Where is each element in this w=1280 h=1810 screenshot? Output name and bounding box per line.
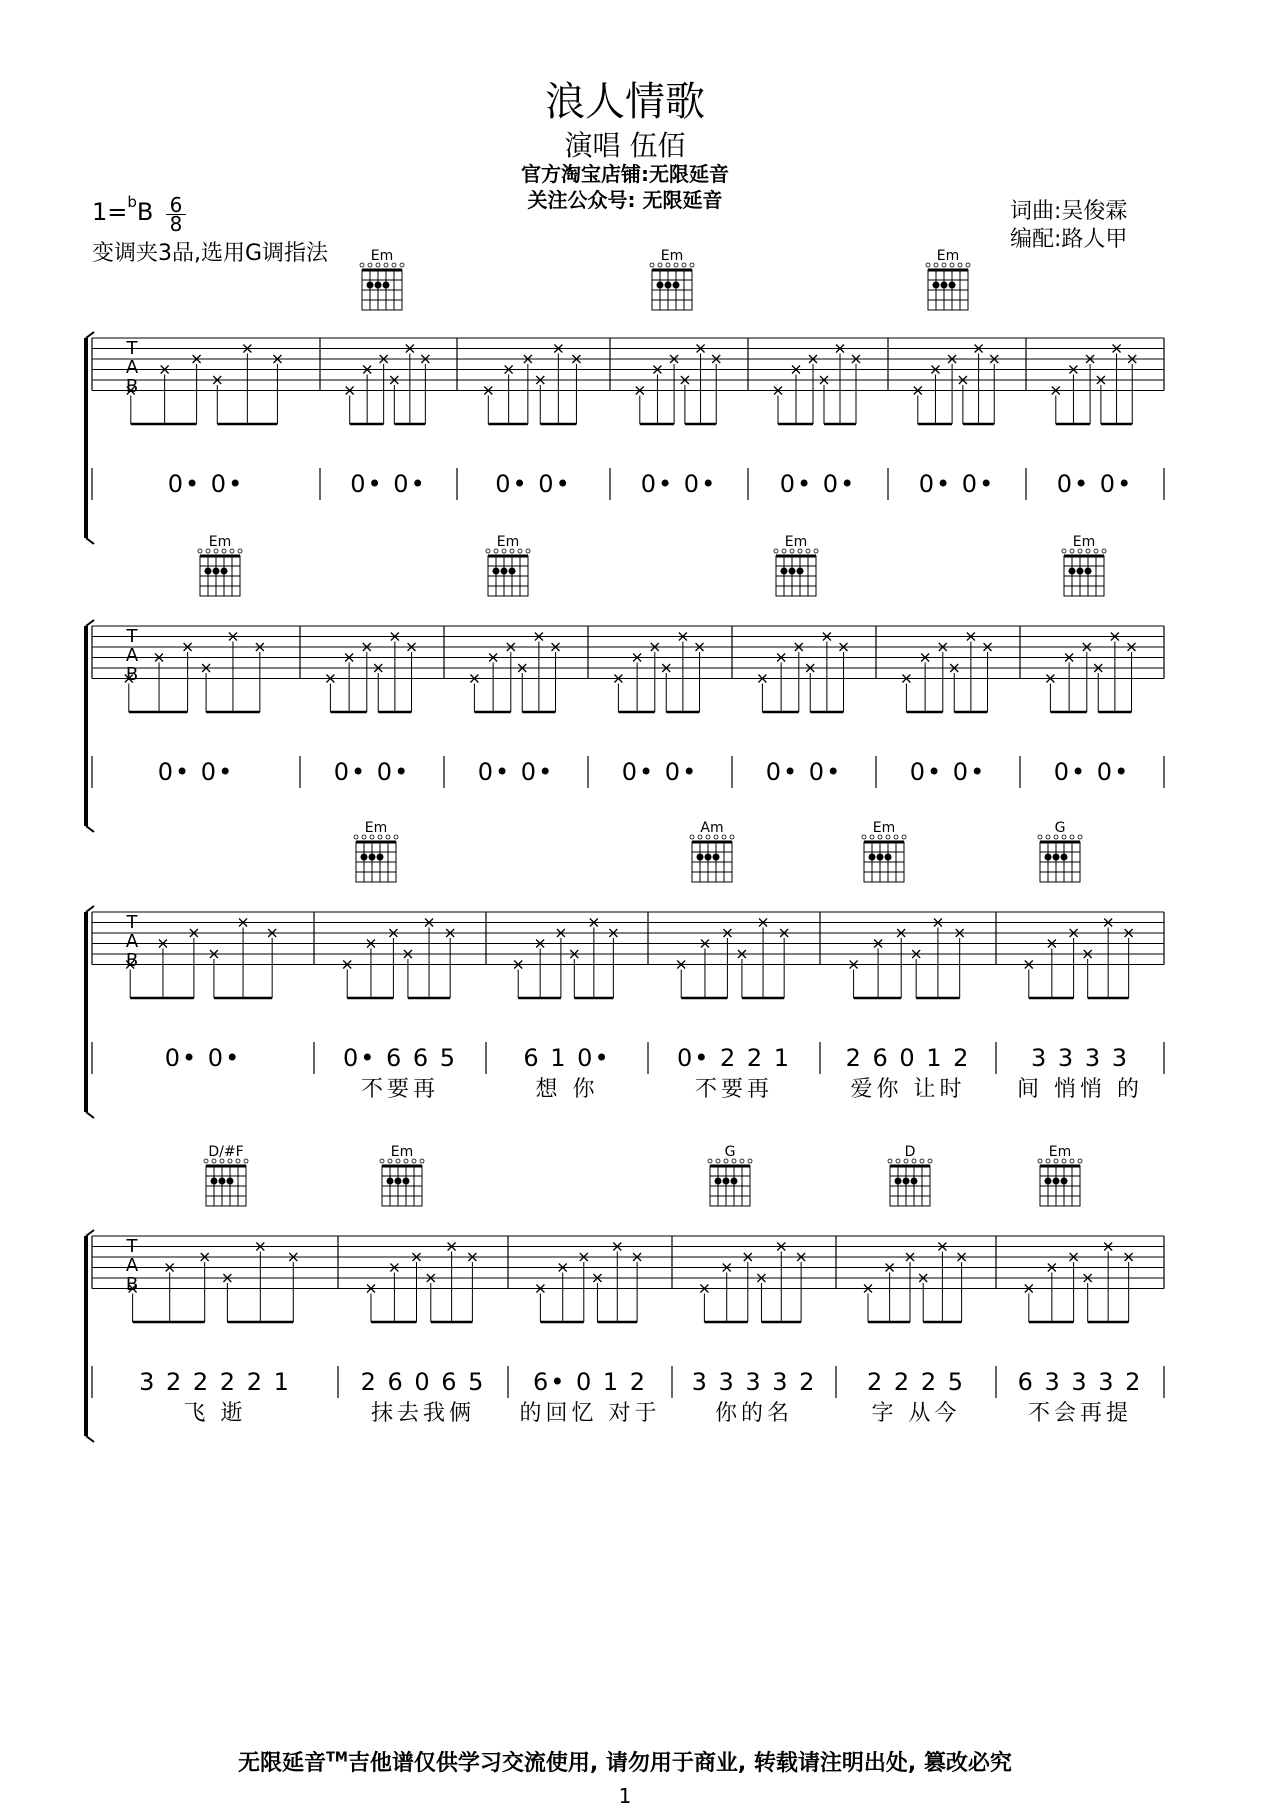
- open-string-mark: [920, 1159, 924, 1163]
- chord-dot: [395, 1178, 402, 1185]
- open-string-mark: [1070, 1159, 1074, 1163]
- tab-letter: A: [125, 1255, 139, 1276]
- open-string-mark: [486, 549, 490, 553]
- tab-system: [86, 248, 1164, 544]
- bracket-top-hook: [86, 620, 94, 626]
- measure: [514, 919, 617, 1103]
- chord-dot: [885, 854, 892, 861]
- bracket-top-hook: [86, 332, 94, 338]
- jianpu-notes: 0• 0•: [495, 470, 572, 498]
- chord-dot: [219, 1178, 226, 1185]
- open-string-mark: [244, 1159, 248, 1163]
- chord-dot: [1061, 1178, 1068, 1185]
- chord-diagram: [360, 248, 404, 310]
- chord-dot: [361, 854, 368, 861]
- open-string-mark: [1038, 835, 1042, 839]
- chord-dot: [781, 568, 788, 575]
- chord-dot: [949, 282, 956, 289]
- systems-layer: [86, 248, 1164, 1442]
- lyric: 你的名: [714, 1401, 794, 1426]
- chord-diagram: [204, 1144, 248, 1206]
- open-string-mark: [354, 835, 358, 839]
- measure: [677, 919, 791, 1103]
- chord-dot: [665, 282, 672, 289]
- chord-name: G: [724, 1144, 736, 1160]
- chord-dot: [797, 568, 804, 575]
- tab-system: [86, 534, 1164, 832]
- shop-line: 官方淘宝店铺:无限延音: [521, 162, 729, 186]
- measure: [346, 345, 430, 499]
- footer-brand: 无限延音: [238, 1751, 327, 1776]
- measure: [864, 1243, 966, 1427]
- measure: [343, 919, 457, 1103]
- measure: [614, 633, 703, 787]
- bracket-bottom-hook: [86, 1436, 94, 1442]
- meter-numerator: 6: [166, 196, 186, 215]
- chord-dot: [941, 282, 948, 289]
- bracket-bottom-hook: [86, 826, 94, 832]
- open-string-mark: [1078, 835, 1082, 839]
- lyric: 想 你: [535, 1077, 599, 1102]
- open-string-mark: [198, 549, 202, 553]
- chord-name: Em: [496, 534, 520, 550]
- chord-dot: [877, 854, 884, 861]
- measure: [1018, 1243, 1143, 1427]
- open-string-mark: [894, 835, 898, 839]
- open-string-mark: [1078, 1159, 1082, 1163]
- chord-name: Em: [660, 248, 684, 264]
- open-string-mark: [1046, 835, 1050, 839]
- lyric: 不要再: [694, 1077, 774, 1102]
- chord-dot: [383, 282, 390, 289]
- chord-diagram: [354, 820, 398, 882]
- chord-dot: [1061, 854, 1068, 861]
- measure: [774, 345, 860, 499]
- tab-letter: A: [125, 645, 139, 666]
- tab-letter: T: [126, 912, 138, 933]
- measure: [326, 633, 415, 787]
- open-string-mark: [926, 263, 930, 267]
- jianpu-notes: 0• 0•: [1056, 470, 1134, 498]
- chord-diagram: [1038, 1144, 1082, 1206]
- wechat-line: 关注公众号: 无限延音: [527, 188, 723, 212]
- chord-dot: [715, 1178, 722, 1185]
- key-prefix: 1=: [92, 198, 128, 226]
- chord-name: D/#F: [208, 1144, 244, 1160]
- open-string-mark: [730, 835, 734, 839]
- chord-dot: [705, 854, 712, 861]
- tab-letter: T: [126, 338, 138, 359]
- bracket-bottom-hook: [86, 538, 94, 544]
- jianpu-notes: 0• 0•: [765, 758, 843, 786]
- measure: [125, 633, 264, 787]
- chord-dot: [789, 568, 796, 575]
- measure: [846, 919, 971, 1103]
- open-string-mark: [204, 1159, 208, 1163]
- measure: [758, 633, 847, 787]
- chord-name: Em: [1072, 534, 1096, 550]
- chord-name: Am: [700, 820, 724, 836]
- footer-notice: 吉他谱仅供学习交流使用, 请勿用于商业, 转载请注明出处, 篡改必究: [347, 1751, 1012, 1776]
- chord-dot: [493, 568, 500, 575]
- measure: [361, 1243, 486, 1427]
- chord-dot: [869, 854, 876, 861]
- measure: [520, 1243, 661, 1427]
- lyric: 不会再提: [1027, 1401, 1133, 1426]
- lyric: 字 从今: [871, 1401, 961, 1426]
- lyric: 爱你 让时: [850, 1077, 966, 1102]
- open-string-mark: [740, 1159, 744, 1163]
- measure: [1017, 919, 1143, 1103]
- tab-system: [86, 820, 1164, 1118]
- jianpu-notes: 0• 2 2 1: [676, 1044, 792, 1072]
- jianpu-notes: 2 2 2 5: [867, 1368, 965, 1396]
- copyright-footer: [0, 1746, 1250, 1777]
- jianpu-notes: 0• 6 6 5: [342, 1044, 458, 1072]
- chord-name: Em: [784, 534, 808, 550]
- tab-letter: T: [126, 1236, 138, 1257]
- chord-name: Em: [936, 248, 960, 264]
- jianpu-notes: 3 3 3 3 2: [691, 1368, 817, 1396]
- chord-dot: [387, 1178, 394, 1185]
- measure: [129, 1243, 298, 1427]
- open-string-mark: [400, 263, 404, 267]
- bracket-top-hook: [86, 1230, 94, 1236]
- open-string-mark: [966, 263, 970, 267]
- chord-diagram: [198, 534, 242, 596]
- chord-name: G: [1054, 820, 1066, 836]
- open-string-mark: [1102, 549, 1106, 553]
- open-string-mark: [412, 1159, 416, 1163]
- lyric: 飞 逝: [183, 1401, 247, 1426]
- open-string-mark: [238, 549, 242, 553]
- flat-sign: b: [127, 193, 137, 211]
- chord-dot: [369, 854, 376, 861]
- chord-dot: [211, 1178, 218, 1185]
- open-string-mark: [958, 263, 962, 267]
- measure: [914, 345, 998, 499]
- open-string-mark: [806, 549, 810, 553]
- chord-dot: [377, 854, 384, 861]
- capo-instruction: 变调夹3品,选用G调指法: [92, 241, 329, 266]
- chord-dot: [1053, 1178, 1060, 1185]
- open-string-mark: [1094, 549, 1098, 553]
- chord-name: D: [904, 1144, 916, 1160]
- open-string-mark: [386, 835, 390, 839]
- open-string-mark: [888, 1159, 892, 1163]
- lyric: 的回忆 对于: [519, 1401, 661, 1426]
- chord-dot: [1045, 854, 1052, 861]
- chord-dot: [723, 1178, 730, 1185]
- open-string-mark: [392, 263, 396, 267]
- open-string-mark: [748, 1159, 752, 1163]
- jianpu-notes: 0• 0•: [477, 758, 555, 786]
- chord-dot: [213, 568, 220, 575]
- jianpu-notes: 2 6 0 1 2: [845, 1044, 971, 1072]
- open-string-mark: [526, 549, 530, 553]
- open-string-mark: [1070, 835, 1074, 839]
- chord-dot: [501, 568, 508, 575]
- jianpu-notes: 0• 0•: [350, 470, 427, 498]
- chord-diagram: [690, 820, 734, 882]
- measure: [1052, 345, 1136, 499]
- jianpu-notes: 0• 0•: [918, 470, 996, 498]
- chord-diagram: [774, 534, 818, 596]
- jianpu-notes: 0• 0•: [779, 470, 857, 498]
- chord-name: Em: [872, 820, 896, 836]
- lyric: 抹去我俩: [370, 1401, 476, 1426]
- open-string-mark: [360, 263, 364, 267]
- lyric: 间 悄悄 的: [1017, 1077, 1143, 1102]
- chord-dot: [509, 568, 516, 575]
- chord-diagram: [380, 1144, 424, 1206]
- chord-dot: [1085, 568, 1092, 575]
- open-string-mark: [716, 1159, 720, 1163]
- chord-name: Em: [1048, 1144, 1072, 1160]
- jianpu-notes: 0• 0•: [164, 1044, 242, 1072]
- chord-diagram: [1062, 534, 1106, 596]
- chord-diagram: [926, 248, 970, 310]
- tab-system: [86, 1144, 1164, 1442]
- jianpu-notes: 2 6 0 6 5: [360, 1368, 486, 1396]
- song-title: 浪人情歌: [545, 79, 705, 125]
- jianpu-notes: 6 3 3 3 2: [1017, 1368, 1143, 1396]
- open-string-mark: [682, 263, 686, 267]
- open-string-mark: [722, 835, 726, 839]
- chord-dot: [731, 1178, 738, 1185]
- open-string-mark: [896, 1159, 900, 1163]
- tab-letter: T: [126, 626, 138, 647]
- open-string-mark: [394, 835, 398, 839]
- chord-dot: [657, 282, 664, 289]
- tab-letter: B: [125, 950, 139, 971]
- tab-letter: A: [125, 357, 139, 378]
- chord-dot: [403, 1178, 410, 1185]
- jianpu-notes: 3 3 3 3: [1031, 1044, 1129, 1072]
- meter-denominator: 8: [169, 212, 183, 236]
- tab-letter: B: [125, 376, 139, 397]
- chord-dot: [367, 282, 374, 289]
- measure: [126, 919, 276, 1073]
- chord-name: Em: [390, 1144, 414, 1160]
- chord-dot: [1053, 854, 1060, 861]
- chord-diagram: [888, 1144, 932, 1206]
- bracket-top-hook: [86, 906, 94, 912]
- open-string-mark: [690, 835, 694, 839]
- chord-name: Em: [208, 534, 232, 550]
- open-string-mark: [518, 549, 522, 553]
- jianpu-notes: 0• 0•: [167, 470, 245, 498]
- chord-diagram: [650, 248, 694, 310]
- chord-dot: [911, 1178, 918, 1185]
- open-string-mark: [862, 835, 866, 839]
- chord-dot: [697, 854, 704, 861]
- tab-letter: B: [125, 664, 139, 685]
- jianpu-notes: 3 2 2 2 2 1: [139, 1368, 291, 1396]
- chord-dot: [205, 568, 212, 575]
- open-string-mark: [902, 835, 906, 839]
- chord-dot: [903, 1178, 910, 1185]
- tab-letter: B: [125, 1274, 139, 1295]
- chord-dot: [1077, 568, 1084, 575]
- open-string-mark: [690, 263, 694, 267]
- singer-line: 演唱 伍佰: [564, 129, 686, 162]
- chord-dot: [1069, 568, 1076, 575]
- jianpu-notes: 0• 0•: [909, 758, 987, 786]
- jianpu-notes: 0• 0•: [640, 470, 718, 498]
- jianpu-notes: 6• 0 1 2: [532, 1368, 648, 1396]
- arranger-credit: 编配:路人甲: [1010, 227, 1128, 252]
- open-string-mark: [814, 549, 818, 553]
- lyric: 不要再: [360, 1077, 440, 1102]
- measure: [127, 345, 282, 499]
- key-note: B: [136, 198, 154, 226]
- chord-dot: [227, 1178, 234, 1185]
- lyrics-music-credit: 词曲:吴俊霖: [1010, 199, 1128, 224]
- measure: [636, 345, 720, 499]
- chord-dot: [673, 282, 680, 289]
- trademark-mark: TM: [326, 1750, 348, 1766]
- open-string-mark: [1062, 549, 1066, 553]
- open-string-mark: [708, 1159, 712, 1163]
- bracket-bottom-hook: [86, 1112, 94, 1118]
- open-string-mark: [230, 549, 234, 553]
- chord-diagram: [486, 534, 530, 596]
- jianpu-notes: 0• 0•: [333, 758, 411, 786]
- chord-dot: [221, 568, 228, 575]
- tab-letter: A: [125, 931, 139, 952]
- jianpu-notes: 0• 0•: [621, 758, 699, 786]
- chord-diagram: [1038, 820, 1082, 882]
- chord-dot: [1045, 1178, 1052, 1185]
- chord-dot: [895, 1178, 902, 1185]
- measure: [1046, 633, 1135, 787]
- open-string-mark: [1038, 1159, 1042, 1163]
- open-string-mark: [774, 549, 778, 553]
- chord-name: Em: [370, 248, 394, 264]
- jianpu-notes: 0• 0•: [1053, 758, 1131, 786]
- open-string-mark: [380, 1159, 384, 1163]
- chord-dot: [375, 282, 382, 289]
- measure: [484, 345, 580, 499]
- chord-name: Em: [364, 820, 388, 836]
- chord-diagram: [708, 1144, 752, 1206]
- measure: [902, 633, 991, 787]
- page-number: 1: [618, 1784, 632, 1808]
- jianpu-notes: 0• 0•: [157, 758, 235, 786]
- jianpu-notes: 6 1 0•: [523, 1044, 611, 1072]
- measure: [692, 1243, 817, 1427]
- chord-dot: [713, 854, 720, 861]
- open-string-mark: [650, 263, 654, 267]
- chord-dot: [933, 282, 940, 289]
- open-string-mark: [928, 1159, 932, 1163]
- measure: [470, 633, 559, 787]
- open-string-mark: [420, 1159, 424, 1163]
- chord-diagram: [862, 820, 906, 882]
